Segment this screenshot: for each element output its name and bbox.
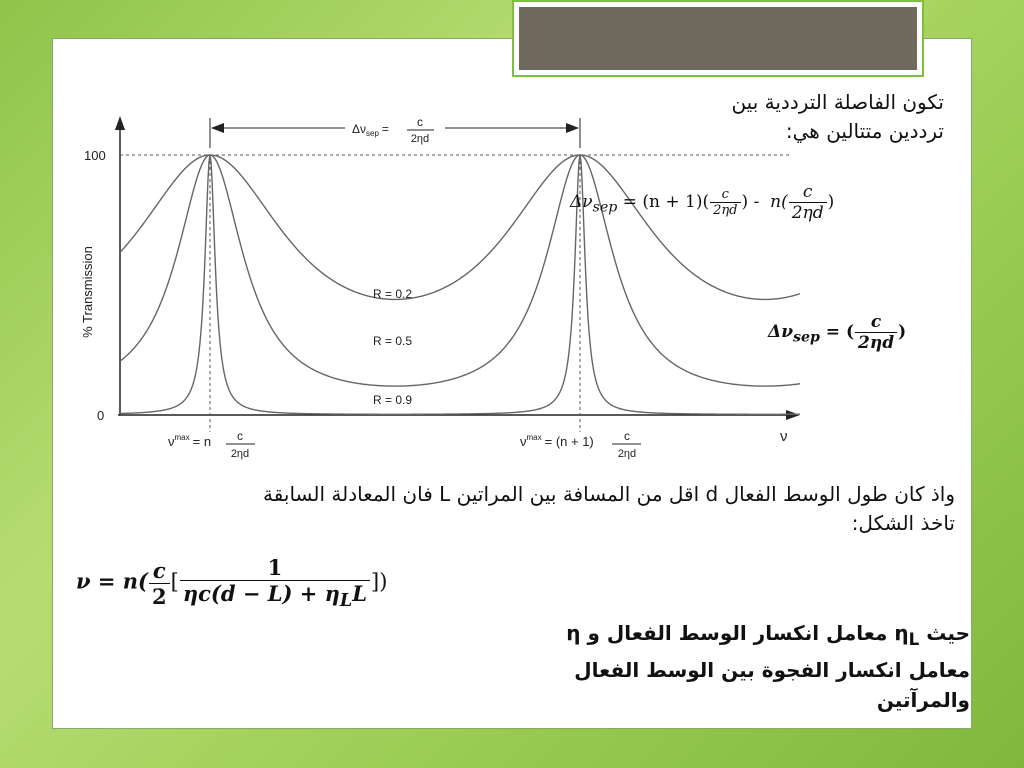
note-line-2: معامل انكسار الفجوة بين الوسط الفعال bbox=[574, 658, 970, 682]
y-tick-0: 0 bbox=[97, 408, 105, 423]
x-axis-arrow bbox=[786, 410, 800, 420]
note-line-1-sub: L bbox=[908, 630, 920, 649]
eq1-frac1-den: 2ηd bbox=[713, 203, 738, 218]
equation-separation-simplified bbox=[768, 312, 906, 353]
peak1-label: $\nu^{max} = n$ bbox=[168, 433, 212, 449]
equation-frequency bbox=[76, 555, 387, 611]
curve-label-r-0-5: R = 0.5 bbox=[373, 334, 413, 348]
equation-separation-expanded bbox=[570, 182, 834, 223]
peak1-den: 2ηd bbox=[230, 448, 250, 460]
intro-line-2: ترددين متتالين هي: bbox=[785, 119, 944, 143]
intro-line-1: تكون الفاصلة الترددية بين bbox=[731, 90, 944, 114]
eq1-frac1 bbox=[710, 187, 740, 218]
eq3-outer-den: 2 bbox=[152, 583, 167, 609]
eq1-frac2-den: 2ηd bbox=[791, 203, 824, 223]
peak1-num: c bbox=[237, 429, 243, 443]
eq3-close: ]) bbox=[371, 569, 388, 594]
paragraph-line-2: تاخذ الشكل: bbox=[851, 511, 955, 535]
eq1-term1-suffix: ) bbox=[741, 192, 749, 212]
eq2-frac-den: 2ηd bbox=[858, 333, 895, 353]
sep-den: 2ηd bbox=[410, 133, 430, 145]
eq2-lhs: Δν bbox=[768, 322, 793, 342]
eq3-inner-den-main: ηc(d − L) + η bbox=[182, 581, 340, 606]
y-axis-label: % Transmission bbox=[80, 246, 95, 338]
eq3-inner-den-sub: L bbox=[339, 591, 353, 612]
eq2-equals: = ( bbox=[825, 322, 855, 342]
eq1-lhs: Δν bbox=[570, 192, 593, 212]
note-line-1-rest: معامل انكسار الوسط الفعال و η bbox=[566, 621, 895, 645]
eq3-inner-den bbox=[180, 581, 370, 611]
eq1-frac2-num: c bbox=[789, 182, 827, 203]
eq3-bracket-open: [ bbox=[170, 569, 179, 594]
peak2-num: c bbox=[624, 429, 630, 443]
peak2-den: 2ηd bbox=[617, 448, 637, 460]
eq1-frac1-num: c bbox=[710, 187, 740, 203]
eq3-inner-frac bbox=[180, 555, 370, 611]
peak2-label: $\nu^{max} = (n + 1)$ bbox=[520, 433, 594, 449]
eq1-equals: = bbox=[622, 192, 637, 212]
arrowhead-left bbox=[211, 123, 224, 133]
note-line-1-start: حيث η bbox=[894, 621, 970, 645]
eq1-lhs-sub: sep bbox=[592, 199, 618, 216]
eq3-inner-num: 1 bbox=[180, 555, 370, 581]
y-tick-100: 100 bbox=[84, 148, 106, 163]
eq2-suffix: ) bbox=[898, 322, 907, 342]
eq3-outer-frac bbox=[149, 558, 170, 609]
arrowhead-right bbox=[566, 123, 579, 133]
eq3-lhs: ν = n( bbox=[76, 568, 148, 594]
curve-label-r-0-9: R = 0.9 bbox=[373, 393, 413, 407]
eq1-term2-suffix: ) bbox=[827, 192, 835, 212]
sep-num: c bbox=[417, 115, 423, 129]
x-axis-label: ν bbox=[780, 428, 788, 445]
eq3-outer-num: c bbox=[149, 558, 170, 584]
eq1-frac2 bbox=[789, 182, 827, 223]
eq3-inner-den-tail: L bbox=[352, 581, 367, 606]
note-line-3: والمرآتين bbox=[876, 688, 970, 712]
paragraph-line-1: واذ كان طول الوسط الفعال d اقل من المسافة بين المراتين L فان المعادلة السابقة bbox=[263, 482, 955, 506]
eq2-frac bbox=[855, 312, 897, 353]
curve-label-r-0-2: R = 0.2 bbox=[373, 287, 413, 301]
definition-note bbox=[470, 618, 970, 715]
y-axis-arrow bbox=[115, 116, 125, 130]
note-line-1 bbox=[470, 618, 970, 655]
eq1-minus: - bbox=[753, 192, 760, 212]
sep-label: $\Delta\nu_{sep}$ = bbox=[352, 122, 389, 138]
intro-text bbox=[614, 88, 944, 146]
eq2-lhs-sub: sep bbox=[793, 329, 820, 346]
eq1-term1-prefix: (n + 1)( bbox=[642, 192, 710, 212]
eq1-term2-prefix: n( bbox=[770, 192, 788, 212]
eq2-frac-num: c bbox=[855, 312, 897, 333]
condition-paragraph bbox=[70, 480, 955, 538]
